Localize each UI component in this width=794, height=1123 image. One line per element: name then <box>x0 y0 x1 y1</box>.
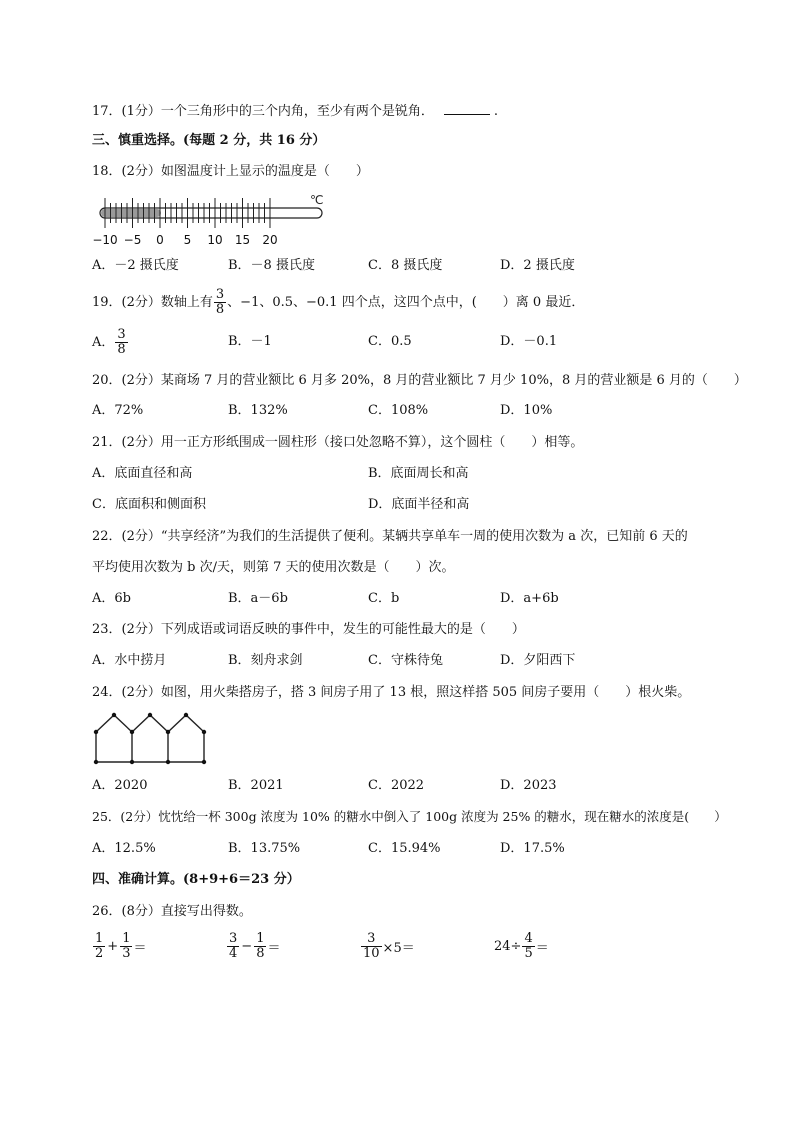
section-3-title: 三、慎重选择。(每题 2 分，共 16 分） <box>92 133 326 148</box>
q23-option-c[interactable]: C．守株待兔 <box>368 653 443 668</box>
q24-option-c[interactable]: C．2022 <box>368 778 425 793</box>
question-25: 25．(2分）忱忱给一杯 300g 浓度为 10% 的糖水中倒入了 100g 浓度为 25% 的糖水，现在糖水的浓度是( ） <box>92 809 727 824</box>
tick-label: 0 <box>156 233 164 247</box>
q22-option-a[interactable]: A．6b <box>92 591 131 606</box>
question-17: 17．(1分）一个三角形中的三个内角，至少有两个是锐角． . <box>92 104 499 119</box>
tick-label: 15 <box>234 233 251 247</box>
q18-option-a[interactable]: A．－2 摄氏度 <box>92 258 179 273</box>
question-23: 23．(2分）下列成语或词语反映的事件中，发生的可能性最大的是（ ） <box>92 622 525 637</box>
q24-option-d[interactable]: D．2023 <box>500 778 557 793</box>
expression-1: $\frac{1}{2}$ + $\frac{1}{3}$ ＝ <box>95 931 147 961</box>
q20-option-c[interactable]: C．108% <box>368 403 429 418</box>
q23-option-b[interactable]: B．刻舟求剑 <box>228 653 303 668</box>
tick-label: −10 <box>92 233 118 247</box>
q23-option-d[interactable]: D．夕阳西下 <box>500 653 576 668</box>
q25-option-b[interactable]: B．13.75% <box>228 841 301 856</box>
q25-option-c[interactable]: C．15.94% <box>368 841 441 856</box>
question-18: 18．(2分）如图温度计上显示的温度是（ ） <box>92 164 369 179</box>
question-17-text: 17．(1分）一个三角形中的三个内角，至少有两个是锐角． <box>92 104 434 119</box>
question-26: 26．(8分）直接写出得数。 <box>92 904 252 919</box>
q19-option-c[interactable]: C．0.5 <box>368 334 412 349</box>
thermometer-figure <box>92 190 332 250</box>
q18-option-c[interactable]: C．8 摄氏度 <box>368 258 443 273</box>
q25-option-a[interactable]: A．12.5% <box>92 841 156 856</box>
question-24: 24．(2分）如图，用火柴搭房子，搭 3 间房子用了 13 根，照这样搭 505 间房子要用（ ）根火柴。 <box>92 685 691 700</box>
question-22-line-1: 22．(2分）“共享经济”为我们的生活提供了便利。某辆共享单车一周的使用次数为 a 次，已知前 6 天的 <box>92 529 688 544</box>
q20-option-d[interactable]: D．10% <box>500 403 553 418</box>
q20-option-b[interactable]: B．132% <box>228 403 288 418</box>
tick-label: 5 <box>183 233 192 247</box>
q19-option-b[interactable]: B．－1 <box>228 334 272 349</box>
tick-label: 10 <box>207 233 223 247</box>
q19-option-d[interactable]: D．－0.1 <box>500 334 558 349</box>
q20-option-a[interactable]: A．72% <box>92 403 144 418</box>
question-22-line-2: 平均使用次数为 b 次/天，则第 7 天的使用次数是（ ）次。 <box>92 560 455 575</box>
question-20: 20．(2分）某商场 7 月的营业额比 6 月多 20%，8 月的营业额比 7 月少 10%，8 月的营业额是 6 月的（ ） <box>92 373 747 388</box>
tick-label: −5 <box>123 233 142 247</box>
expression-2: $\frac{3}{4}$ − $\frac{1}{8}$ ＝ <box>229 931 281 961</box>
tick-label: 20 <box>262 233 278 247</box>
question-21: 21．(2分）用一正方形纸围成一圆柱形（接口处忽略不算），这个圆柱（ ）相等。 <box>92 435 584 450</box>
q21-option-c[interactable]: C．底面积和侧面积 <box>92 497 206 512</box>
q21-option-a[interactable]: A．底面直径和高 <box>92 466 193 481</box>
section-4-title: 四、准确计算。(8+9+6＝23 分） <box>92 872 300 887</box>
question-19: 19．(2分）数轴上有 $\frac{3}{8}$ 、−1、0.5、−0.1 四个点，这四个点中，( ）离 0 最近． <box>92 287 585 317</box>
q19-option-a[interactable]: A． $\frac{3}{8}$ <box>92 327 126 357</box>
q18-option-d[interactable]: D．2 摄氏度 <box>500 258 575 273</box>
expression-4: 24÷ $\frac{4}{5}$ ＝ <box>494 931 549 961</box>
matchstick-houses-figure <box>90 710 220 770</box>
q22-option-b[interactable]: B．a－6b <box>228 591 288 606</box>
q22-option-c[interactable]: C．b <box>368 591 400 606</box>
q22-option-d[interactable]: D．a+6b <box>500 591 559 606</box>
fraction-3-8: $\frac{3}{8}$ <box>215 287 225 317</box>
answer-blank[interactable] <box>444 102 490 115</box>
q25-option-d[interactable]: D．17.5% <box>500 841 565 856</box>
q23-option-a[interactable]: A．水中捞月 <box>92 653 167 668</box>
expression-3: $\frac{3}{10}$ ×5＝ <box>363 931 415 961</box>
q18-option-b[interactable]: B．－8 摄氏度 <box>228 258 315 273</box>
q24-option-b[interactable]: B．2021 <box>228 778 284 793</box>
q21-option-b[interactable]: B．底面周长和高 <box>368 466 469 481</box>
q21-option-d[interactable]: D．底面半径和高 <box>368 497 470 512</box>
q24-option-a[interactable]: A．2020 <box>92 778 148 793</box>
thermometer-unit: ℃ <box>310 193 324 207</box>
